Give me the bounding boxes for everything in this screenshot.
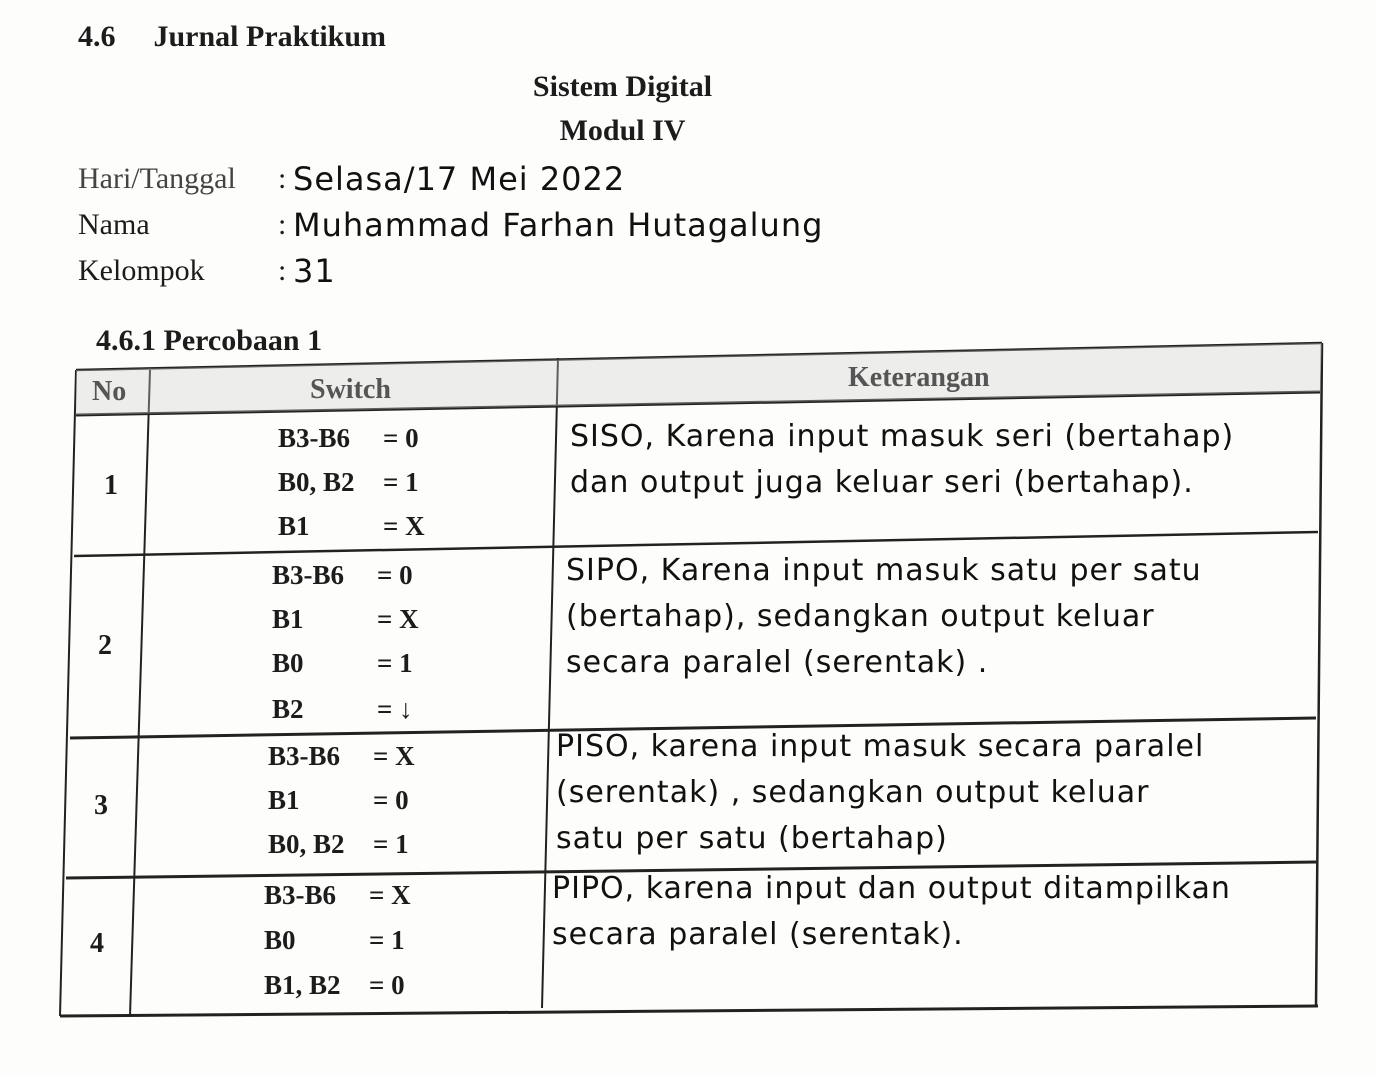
row-number: 2 (98, 630, 112, 661)
name-value: Muhammad Farhan Hutagalung (293, 206, 824, 244)
header-switch: Switch (310, 374, 391, 405)
name-colon: : (278, 208, 287, 241)
date-label: Hari/Tanggal (78, 162, 236, 195)
group-colon: : (278, 254, 287, 287)
switch-entry: B1 = X (278, 511, 425, 541)
header-no: No (92, 376, 127, 407)
switch-entry: B1 = 0 (268, 785, 409, 815)
row-number: 1 (104, 470, 118, 501)
keterangan-text: PIPO, karena input dan output ditampilkan secara paralel (serentak). (552, 871, 1231, 952)
date-value: Selasa/17 Mei 2022 (293, 160, 626, 198)
name-label: Nama (78, 208, 150, 241)
group-label: Kelompok (78, 254, 205, 287)
group-value: 31 (293, 252, 336, 290)
switch-entry: B3-B6 = 0 (278, 423, 419, 453)
keterangan-text: PISO, karena input masuk secara paralel (serentak) , sedangkan output keluar satu per satu (bertahap) (556, 729, 1205, 856)
row-number: 4 (90, 928, 104, 959)
subsection-heading: 4.6.1 Percobaan 1 (96, 324, 323, 357)
switch-entry: B1 = X (272, 604, 419, 634)
section-title: Jurnal Praktikum (153, 20, 387, 53)
switch-entry: B0 = 1 (264, 925, 405, 955)
keterangan-text: SISO, Karena input masuk seri (bertahap) dan output juga keluar seri (bertahap). (570, 419, 1235, 500)
header-keterangan: Keterangan (848, 362, 990, 393)
switch-entry: B3-B6 = X (268, 741, 415, 771)
switch-entry: B3-B6 = X (264, 880, 411, 910)
switch-entry: B0 = 1 (272, 648, 413, 678)
document-title: Sistem Digital (532, 70, 713, 103)
keterangan-text: SIPO, Karena input masuk satu per satu (bertahap), sedangkan output keluar secara paralel (serentak) . (566, 553, 1202, 680)
document-subtitle: Modul IV (559, 114, 686, 147)
date-colon: : (278, 162, 287, 195)
switch-entry: B1, B2 = 0 (264, 970, 405, 1000)
switch-entry: B3-B6 = 0 (272, 560, 413, 590)
row-number: 3 (94, 790, 108, 821)
switch-entry: B2 = ↓ (272, 694, 413, 724)
switch-entry: B0, B2 = 1 (278, 467, 419, 497)
section-number: 4.6 (78, 20, 116, 53)
switch-entry: B0, B2 = 1 (268, 829, 409, 859)
